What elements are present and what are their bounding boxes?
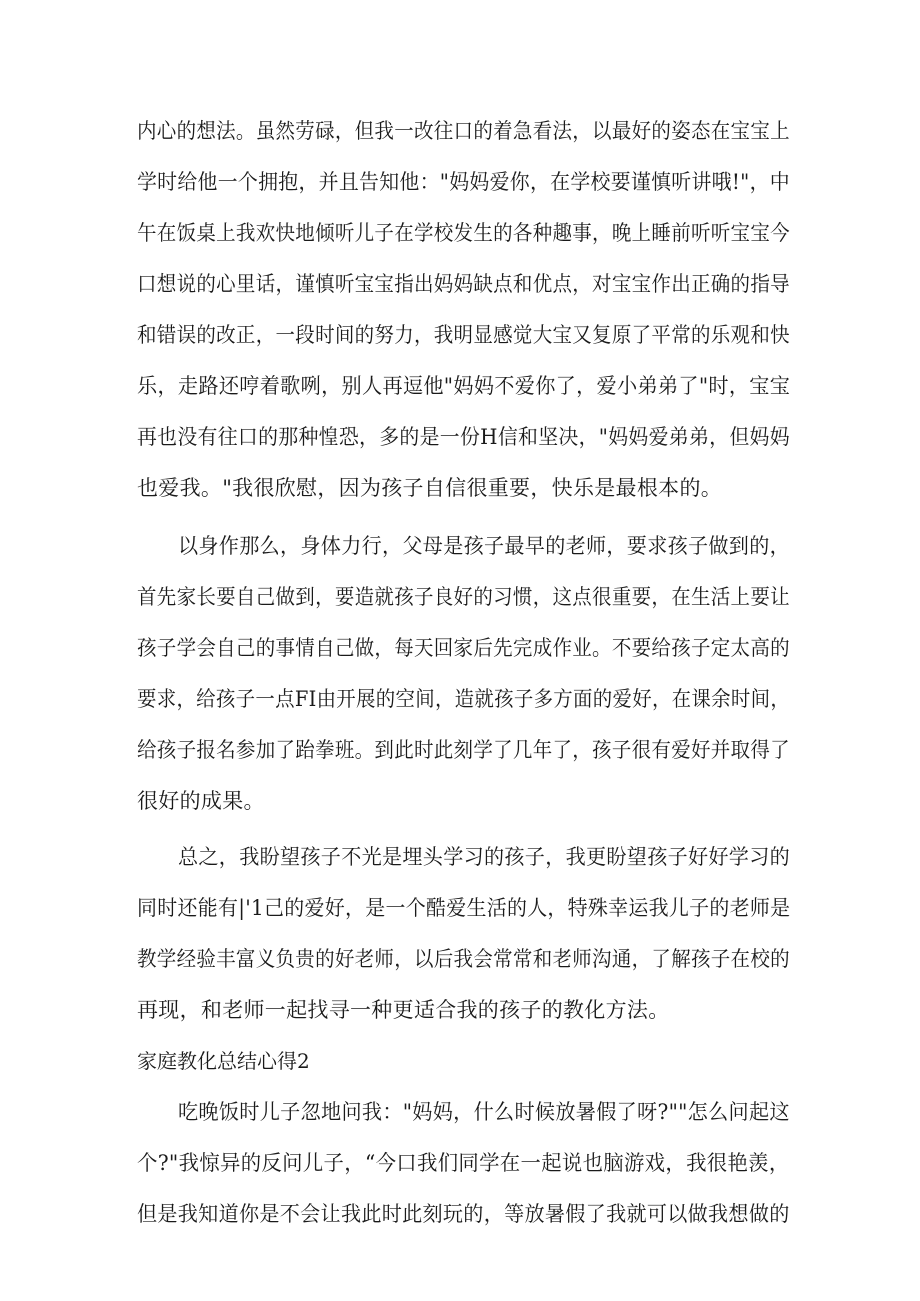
paragraph-4-line-3: 但是我知道你是不会让我此时此刻玩的，等放暑假了我就可以做我想做的 (137, 1202, 790, 1226)
paragraph-2-line-2: 首先家长要自己做到，要造就孩子良好的习惯，这点很重要，在生活上要让 (137, 585, 790, 609)
paragraph-1-line-6: 乐，走路还哼着歌咧，别人再逗他"妈妈不爱你了，爱小弟弟了"时，宝宝 (137, 374, 791, 398)
paragraph-2-line-5: 给孩子报名参加了跆拳班。到此时此刻学了几年了，孩子很有爱好并取得了 (137, 738, 790, 762)
paragraph-4-line-2: 个?"我惊异的反问儿子，“今口我们同学在一起说也脑游戏，我很艳羡， (137, 1151, 790, 1175)
paragraph-2-line-6: 很好的成果。 (137, 789, 265, 813)
paragraph-3-line-4: 再现，和老师一起找寻一种更适合我的孩子的教化方法。 (137, 998, 670, 1022)
paragraph-1-line-5: 和错误的改正，一段时间的努力，我明显感觉大宝又复原了平常的乐观和快 (137, 323, 790, 347)
paragraph-4-line-1: 吃晚饭时儿子忽地问我："妈妈，什么时候放暑假了呀?""怎么问起这 (178, 1100, 790, 1124)
paragraph-3-line-1: 总之，我盼望孩子不光是埋头学习的孩子，我更盼望孩子好好学习的 (178, 845, 790, 869)
paragraph-3-line-2: 同时还能有|'1己的爱好，是一个酷爱生活的人，特殊幸运我儿子的老师是 (137, 896, 791, 920)
paragraph-1-line-3: 午在饭桌上我欢快地倾听儿子在学校发生的各种趣事，晚上睡前听听宝宝今 (137, 221, 790, 245)
paragraph-2-line-3: 孩子学会自己的事情自己做，每天回家后先完成作业。不要给孩子定太高的 (137, 636, 790, 660)
paragraph-1-line-4: 口想说的心里话，谨慎听宝宝指出妈妈缺点和优点，对宝宝作出正确的指导 (137, 272, 790, 296)
paragraph-1-line-8: 也爱我。"我很欣慰，因为孩子自信很重要，快乐是最根本的。 (137, 476, 723, 500)
paragraph-3-line-3: 教学经验丰富义负贵的好老师，以后我会常常和老师沟通，了解孩子在校的 (137, 947, 790, 971)
paragraph-1-line-2: 学时给他一个拥抱，并且告知他："妈妈爱你，在学校要谨慎听讲哦!"，中 (137, 170, 790, 194)
paragraph-1-line-1: 内心的想法。虽然劳碌，但我一改往口的着急看法，以最好的姿态在宝宝上 (137, 119, 790, 143)
paragraph-1-line-7: 再也没有往口的那种惶恐，多的是一份H信和坚决，"妈妈爱弟弟，但妈妈 (137, 425, 790, 449)
paragraph-2-line-4: 要求，给孩子一点FI由开展的空间，造就孩子多方面的爱好，在课余时间， (137, 687, 791, 711)
paragraph-2-line-1: 以身作那么，身体力行，父母是孩子最早的老师，要求孩子做到的， (178, 534, 790, 558)
section-heading: 家庭教化总结心得2 (137, 1049, 310, 1073)
